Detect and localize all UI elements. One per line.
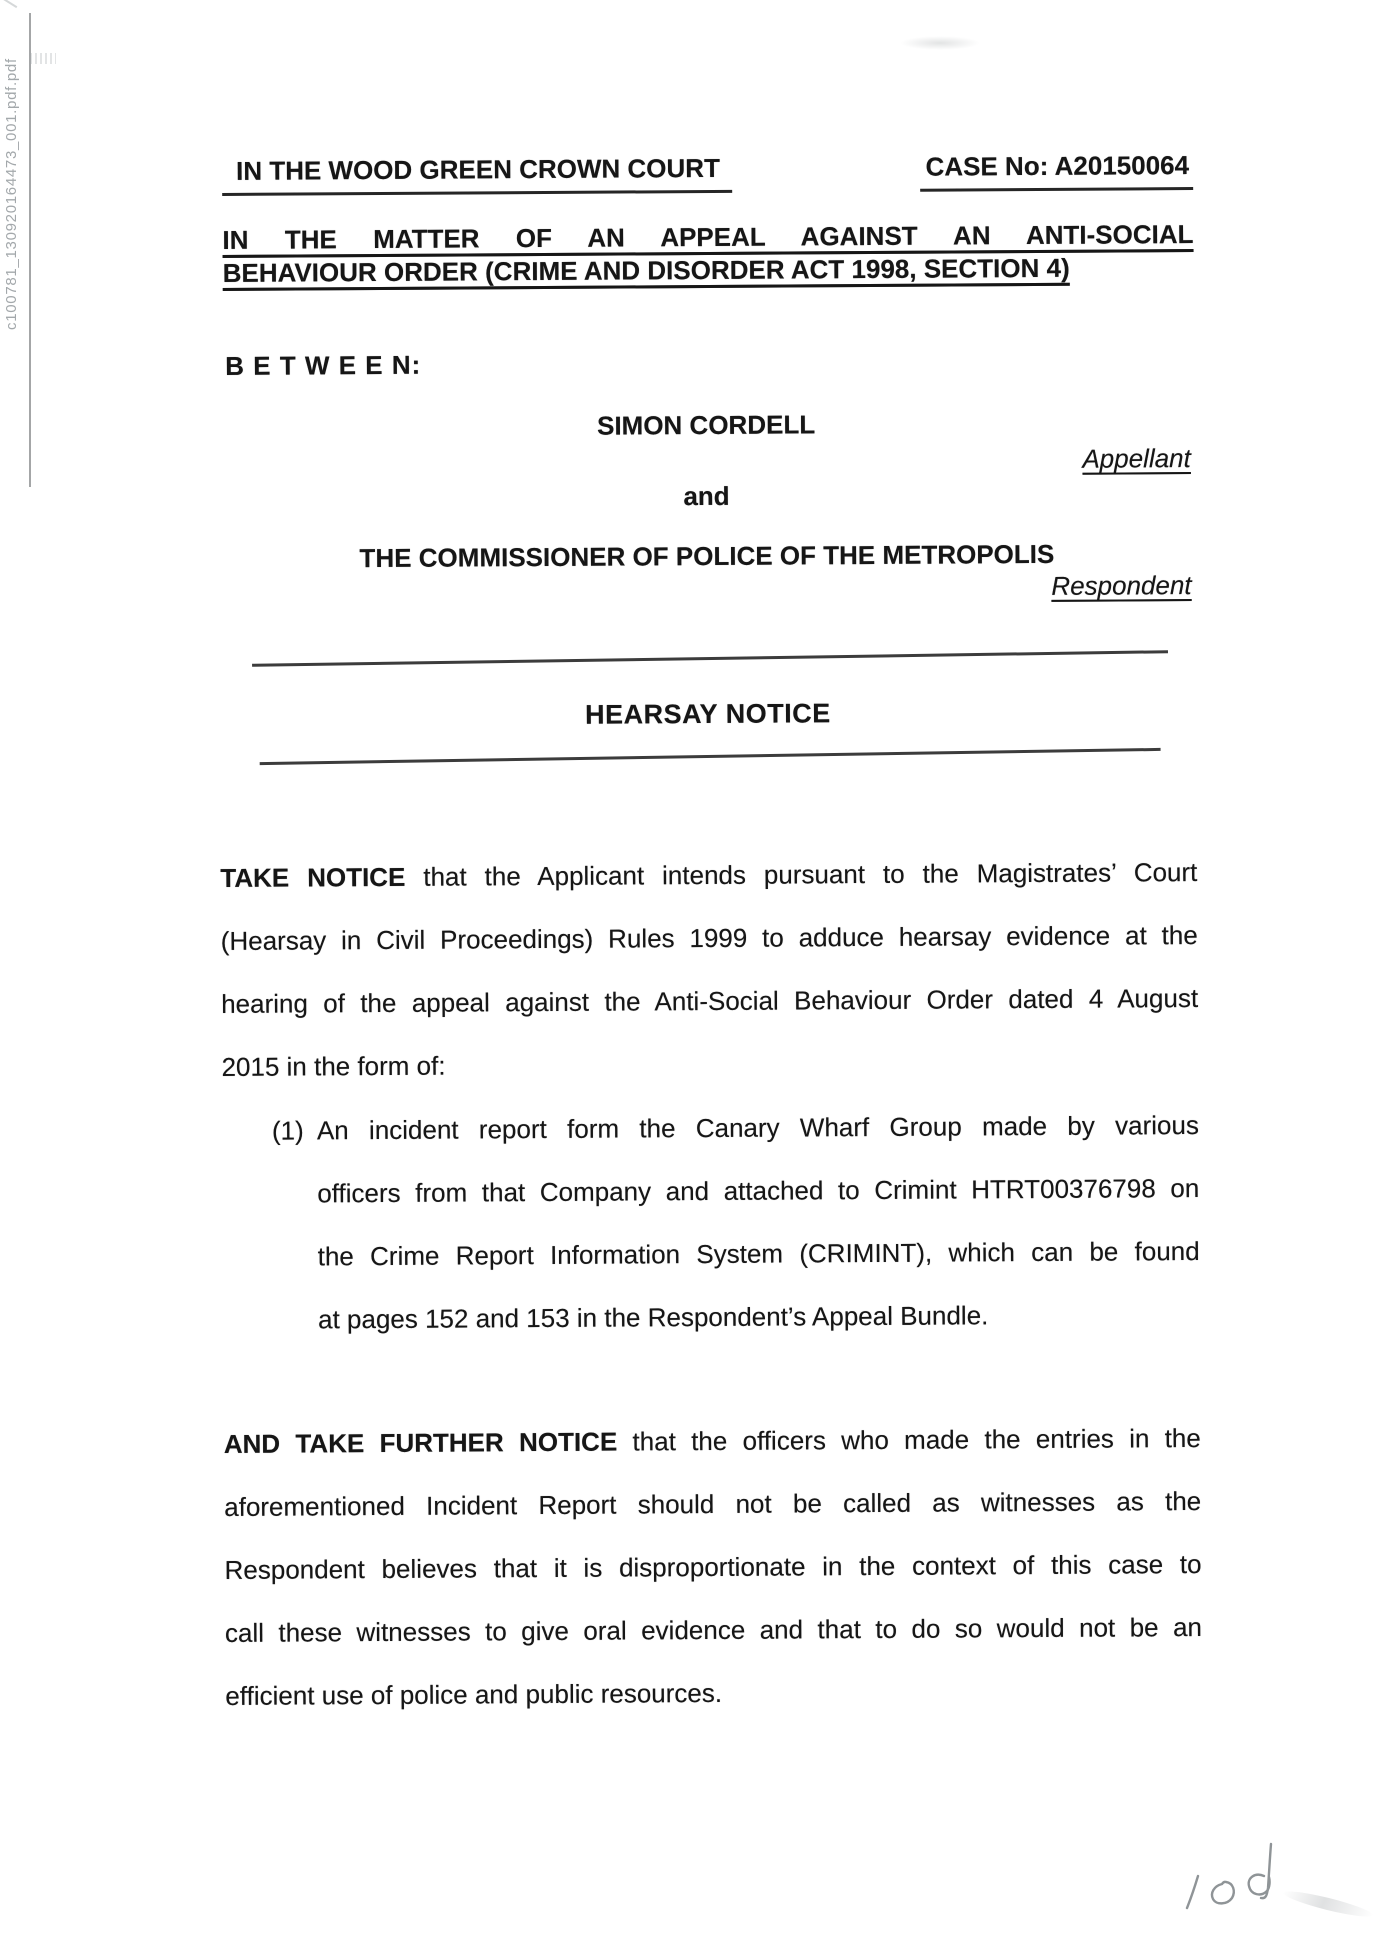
appellant-role-label: Appellant (1082, 443, 1191, 474)
paragraph-line: 2015 in the form of: (221, 1050, 446, 1082)
title-rule-top (252, 650, 1168, 667)
take-notice-paragraph (220, 841, 1199, 1099)
title-rule-bottom (260, 748, 1161, 765)
paragraph-line (220, 841, 1197, 910)
scan-edge-line (29, 13, 31, 487)
paragraph-line: call these witnesses to give oral evidence and that to do so would not be an (224, 1612, 1203, 1648)
scan-smudge-top (900, 36, 980, 50)
paragraph-line (224, 1407, 1201, 1476)
conjunction-and: and (683, 480, 730, 512)
matter-heading-line-1: IN THE MATTER OF AN APPEAL AGAINST AN ANTI-SOCIAL (222, 219, 1194, 255)
paragraph-line: the Crime Report Information System (CRIMINT), which can be found (317, 1236, 1200, 1272)
document-title: HEARSAY NOTICE (585, 698, 831, 730)
handwritten-letter-d-stem (1261, 1844, 1271, 1898)
further-notice-paragraph (224, 1407, 1203, 1728)
matter-heading-line-2: BEHAVIOUR ORDER (CRIME AND DISORDER ACT 1998, SECTION 4) (222, 252, 1070, 288)
case-number: CASE No: A20150064 (919, 150, 1193, 192)
respondent-role-label: Respondent (1051, 570, 1192, 601)
respondent-name: THE COMMISSIONER OF POLICE OF THE METROPOLIS (359, 538, 1055, 574)
list-item-text (317, 1094, 1201, 1351)
list-item-marker: (1) (271, 1115, 304, 1146)
paragraph-line: An incident report form the Canary Wharf Group made by various (316, 1110, 1199, 1146)
paragraph-line: efficient use of police and public resources. (225, 1677, 723, 1711)
document-header (216, 150, 1193, 196)
paragraph-text: that the officers who made the entries in the (617, 1423, 1201, 1457)
handwritten-digit-0 (1212, 1882, 1234, 1904)
matter-heading (222, 218, 1193, 290)
appellant-name: SIMON CORDELL (596, 409, 816, 441)
paragraph-line: officers from that Company and attached to Crimint HTRT00376798 on (317, 1173, 1200, 1209)
scan-filename-vertical: c100781_130920164473_001.pdf.pdf (3, 58, 20, 330)
handwritten-page-number (1172, 1836, 1322, 1936)
paragraph-line: hearing of the appeal against the Anti-Social Behaviour Order dated 4 August (221, 983, 1199, 1019)
paragraph-line: Respondent believes that it is disproportionate in the context of this case to (224, 1549, 1202, 1585)
between-label: B E T W E E N: (225, 349, 422, 381)
take-notice-lead: TAKE NOTICE (220, 861, 406, 893)
paragraph-line: (Hearsay in Civil Proceedings) Rules 1999 to adduce hearsay evidence at the (220, 920, 1198, 956)
list-item-1 (222, 1094, 1201, 1352)
scan-corner-mark (3, 0, 18, 8)
paragraph-line: at pages 152 and 153 in the Respondent’s Appeal Bundle. (317, 1300, 989, 1335)
paragraph-line: aforementioned Incident Report should not be called as witnesses as the (224, 1486, 1202, 1522)
court-name: IN THE WOOD GREEN CROWN COURT (222, 153, 732, 196)
further-notice-lead: AND TAKE FURTHER NOTICE (223, 1426, 618, 1459)
handwritten-digit-1 (1187, 1876, 1198, 1908)
paragraph-text: that the Applicant intends pursuant to the Magistrates’ Court (405, 857, 1198, 892)
scan-noise-dots (30, 53, 56, 64)
